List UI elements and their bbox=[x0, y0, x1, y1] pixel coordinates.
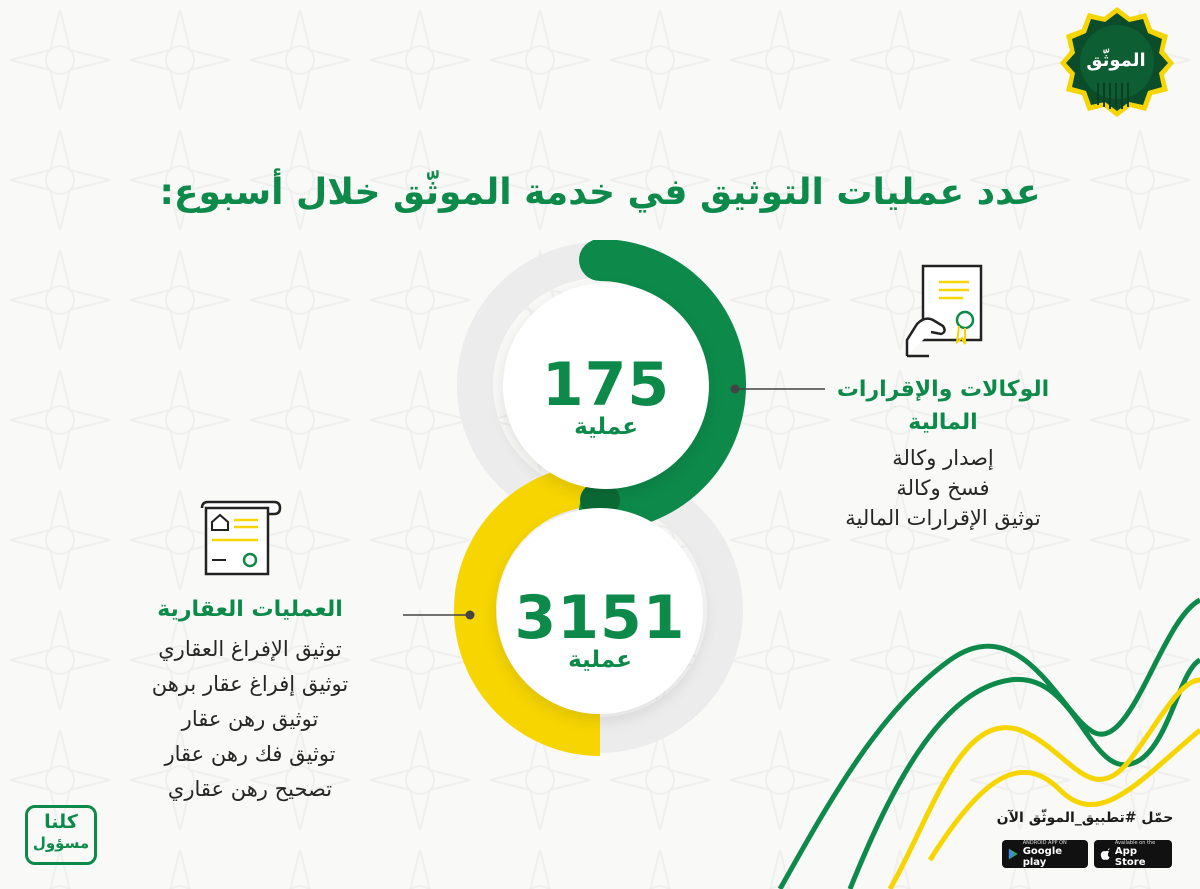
list-item: توثيق رهن عقار bbox=[181, 707, 319, 731]
campaign-logo-line2: مسؤول bbox=[32, 834, 90, 852]
list-item: توثيق الإقرارات المالية bbox=[845, 506, 1041, 530]
app-store-small: Available on the bbox=[1114, 840, 1156, 846]
google-play-small: ANDROID APP ON bbox=[1022, 840, 1067, 846]
property-deed-icon bbox=[196, 500, 282, 580]
logo-text: الموثّق bbox=[1086, 50, 1146, 71]
app-store-badge[interactable] bbox=[1094, 840, 1172, 868]
stat-number-realestate: 3151 bbox=[514, 583, 686, 653]
google-play-big: Google play bbox=[1022, 846, 1063, 868]
category-title-poa-line2: المالية bbox=[908, 410, 978, 435]
page-title: عدد عمليات التوثيق في خدمة الموثّق خلال أسبوع: bbox=[159, 172, 1041, 213]
stat-circle-realestate bbox=[497, 508, 703, 714]
google-play-badge[interactable] bbox=[1002, 840, 1088, 868]
download-app-text: حمّل #تطبيق_الموثّق الآن bbox=[996, 810, 1174, 826]
campaign-logo-line1: كلنا bbox=[44, 811, 78, 833]
google-play-icon bbox=[1008, 847, 1019, 861]
category-title-poa-line1: الوكالات والإقرارات bbox=[836, 377, 1050, 402]
list-item: فسخ وكالة bbox=[896, 476, 990, 500]
list-item: توثيق الإفراغ العقاري bbox=[158, 637, 342, 661]
list-item: تصحيح رهن عقاري bbox=[167, 777, 333, 801]
category-list-realestate bbox=[100, 632, 400, 807]
stat-unit-poa: عملية bbox=[574, 414, 638, 440]
apple-icon bbox=[1100, 847, 1111, 861]
list-item: توثيق إفراغ عقار برهن bbox=[151, 672, 349, 696]
stat-unit-realestate: عملية bbox=[568, 647, 632, 673]
app-store-big: App Store bbox=[1114, 846, 1146, 868]
stat-circle-poa bbox=[503, 283, 709, 489]
list-item: إصدار وكالة bbox=[892, 446, 994, 470]
stat-number-poa: 175 bbox=[541, 350, 671, 420]
certificate-hand-icon bbox=[903, 262, 993, 362]
category-title-poa bbox=[818, 373, 1068, 439]
category-list-poa bbox=[818, 443, 1068, 533]
category-title-realestate: العمليات العقارية bbox=[157, 597, 343, 622]
campaign-logo bbox=[25, 805, 97, 865]
list-item: توثيق فك رهن عقار bbox=[164, 742, 336, 766]
